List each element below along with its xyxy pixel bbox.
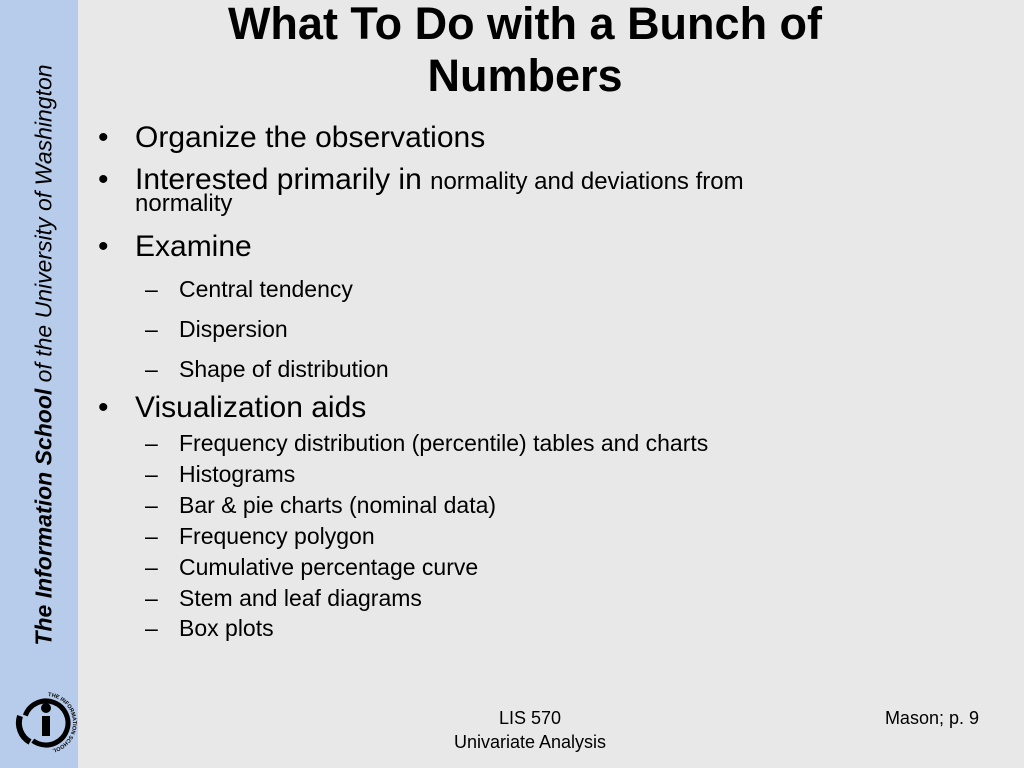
bullet-glyph: • (98, 163, 109, 196)
dash-glyph: – (145, 585, 158, 611)
sub-bullet-text: Box plots (179, 615, 274, 641)
footer-course: LIS 570 (498, 708, 562, 728)
bullet-text-small: normality and deviations from (430, 168, 744, 195)
title-line-2: Numbers (427, 50, 623, 101)
bullet-text-large: Interested primarily in (135, 163, 431, 196)
footer-course-info (400, 706, 660, 754)
information-school-logo-icon (8, 686, 88, 756)
dash-glyph: – (145, 430, 158, 456)
brand-rest: of the University of Washington (30, 64, 57, 389)
brand-bold: The Information School (30, 388, 57, 646)
sub-bullet-text: Stem and leaf diagrams (179, 585, 422, 611)
sidebar-brand-text (31, 64, 58, 645)
sidebar (0, 0, 78, 768)
sub-bullet-text: Cumulative percentage curve (179, 554, 479, 580)
title-line-1: What To Do with a Bunch of (227, 0, 823, 49)
bullet-glyph: • (98, 230, 109, 263)
dash-glyph: – (145, 492, 158, 518)
logo-ring-text: THE INFORMATION SCHOOL (47, 692, 77, 754)
bullet-text: Examine (135, 230, 252, 263)
sub-bullet-text: Shape of distribution (179, 356, 389, 382)
sub-bullet-text: Frequency polygon (179, 523, 375, 549)
bullet-text: Organize the observations (135, 121, 486, 154)
dash-glyph: – (145, 523, 158, 549)
dash-glyph: – (145, 554, 158, 580)
dash-glyph: – (145, 276, 158, 302)
sub-bullet-text: Central tendency (179, 276, 353, 302)
sub-bullet-text: Histograms (179, 461, 296, 487)
sub-bullet-text: Bar & pie charts (nominal data) (179, 492, 497, 518)
bullet-glyph: • (98, 391, 109, 424)
bullet-glyph: • (98, 121, 109, 154)
slide-title (100, 0, 950, 102)
sub-bullet-text: Dispersion (179, 316, 288, 342)
bullet-text-continued: normality (135, 190, 233, 217)
dash-glyph: – (145, 615, 158, 641)
dash-glyph: – (145, 461, 158, 487)
sub-bullet-text: Frequency distribution (percentile) tables and charts (179, 430, 709, 456)
footer-reference: Mason; p. 9 (884, 708, 979, 728)
bullet-text: Visualization aids (135, 391, 367, 424)
dash-glyph: – (145, 356, 158, 382)
footer-topic: Univariate Analysis (453, 732, 607, 752)
dash-glyph: – (145, 316, 158, 342)
